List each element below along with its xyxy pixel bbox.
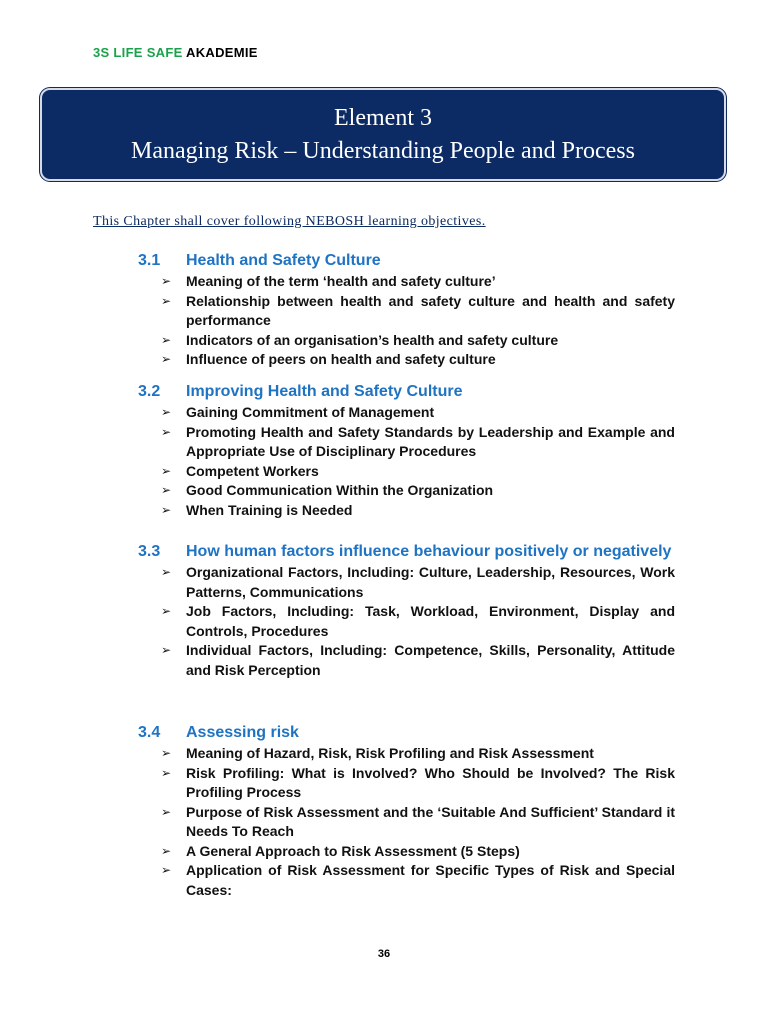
list-item: ➢ Risk Profiling: What is Involved? Who Should be Involved? The Risk Profiling Process: [138, 764, 675, 803]
list-item: ➢ Individual Factors, Including: Competence, Skills, Personality, Attitude and Risk Perception: [138, 641, 675, 680]
arrow-bullet-icon: ➢: [161, 502, 172, 517]
list-item: ➢ Relationship between health and safety culture and health and safety performance: [138, 292, 675, 331]
brand-name-green: 3S LIFE SAFE: [93, 45, 183, 60]
list-item: ➢ Purpose of Risk Assessment and the ‘Suitable And Sufficient’ Standard it Needs To Reach: [138, 803, 675, 842]
arrow-bullet-icon: ➢: [161, 274, 172, 288]
section-heading: [138, 722, 675, 744]
list-item: ➢ Influence of peers on health and safety culture: [138, 350, 675, 370]
section-3-3: [138, 541, 675, 680]
arrow-bullet-icon: ➢: [161, 746, 172, 760]
section-title: Health and Safety Culture: [186, 252, 381, 269]
section-number: 3.2: [138, 383, 161, 400]
arrow-bullet-icon: ➢: [161, 565, 172, 579]
section-title: Improving Health and Safety Culture: [186, 383, 463, 400]
arrow-bullet-icon: ➢: [161, 463, 172, 478]
section-title: Assessing risk: [186, 724, 299, 741]
section-heading: [138, 250, 675, 272]
arrow-bullet-icon: ➢: [161, 804, 172, 819]
section-heading: [138, 381, 675, 403]
list-item: ➢ Meaning of Hazard, Risk, Risk Profiling and Risk Assessment: [138, 744, 675, 764]
arrow-bullet-icon: ➢: [161, 643, 172, 657]
objective-list: [138, 744, 675, 900]
brand-header: [93, 45, 258, 60]
list-item: ➢ Meaning of the term ‘health and safety culture’: [138, 272, 675, 292]
list-item: ➢ Organizational Factors, Including: Culture, Leadership, Resources, Work Patterns, Communications: [138, 563, 675, 602]
list-item: ➢ Indicators of an organisation’s health and safety culture: [138, 331, 675, 351]
arrow-bullet-icon: ➢: [161, 352, 172, 366]
section-title: How human factors influence behaviour positively or negatively: [186, 543, 672, 560]
brand-name-black: AKADEMIE: [186, 45, 258, 60]
arrow-bullet-icon: ➢: [161, 604, 172, 618]
section-3-2: [138, 381, 675, 520]
arrow-bullet-icon: ➢: [161, 293, 172, 308]
page-number: 36: [377, 948, 391, 960]
list-item: ➢ When Training is Needed: [138, 501, 675, 521]
arrow-bullet-icon: ➢: [161, 863, 172, 877]
section-3-4: [138, 722, 675, 900]
list-item: ➢ Promoting Health and Safety Standards by Leadership and Example and Appropriate Use of Disciplinary Procedures: [138, 423, 675, 462]
list-item: ➢ Competent Workers: [138, 462, 675, 482]
list-item: ➢ Gaining Commitment of Management: [138, 403, 675, 423]
list-item: ➢ Job Factors, Including: Task, Workload, Environment, Display and Controls, Procedures: [138, 602, 675, 641]
arrow-bullet-icon: ➢: [161, 424, 172, 439]
section-number: 3.3: [138, 543, 161, 560]
section-heading: [138, 541, 675, 563]
chapter-intro: This Chapter shall cover following NEBOSH learning objectives.: [93, 214, 486, 229]
objective-list: [138, 272, 675, 370]
list-item: ➢ Application of Risk Assessment for Specific Types of Risk and Special Cases:: [138, 861, 675, 900]
arrow-bullet-icon: ➢: [161, 843, 172, 858]
element-title-banner: [40, 88, 726, 181]
arrow-bullet-icon: ➢: [161, 765, 172, 780]
section-number: 3.1: [138, 252, 161, 269]
element-number: Element 3: [334, 105, 432, 131]
objective-list: [138, 563, 675, 680]
element-title: Managing Risk – Understanding People and Process: [131, 138, 635, 164]
arrow-bullet-icon: ➢: [161, 483, 172, 497]
arrow-bullet-icon: ➢: [161, 405, 172, 419]
list-item: ➢ Good Communication Within the Organization: [138, 481, 675, 501]
objective-list: [138, 403, 675, 520]
section-3-1: [138, 250, 675, 370]
section-number: 3.4: [138, 724, 161, 741]
list-item: ➢ A General Approach to Risk Assessment (5 Steps): [138, 842, 675, 862]
arrow-bullet-icon: ➢: [161, 332, 172, 347]
